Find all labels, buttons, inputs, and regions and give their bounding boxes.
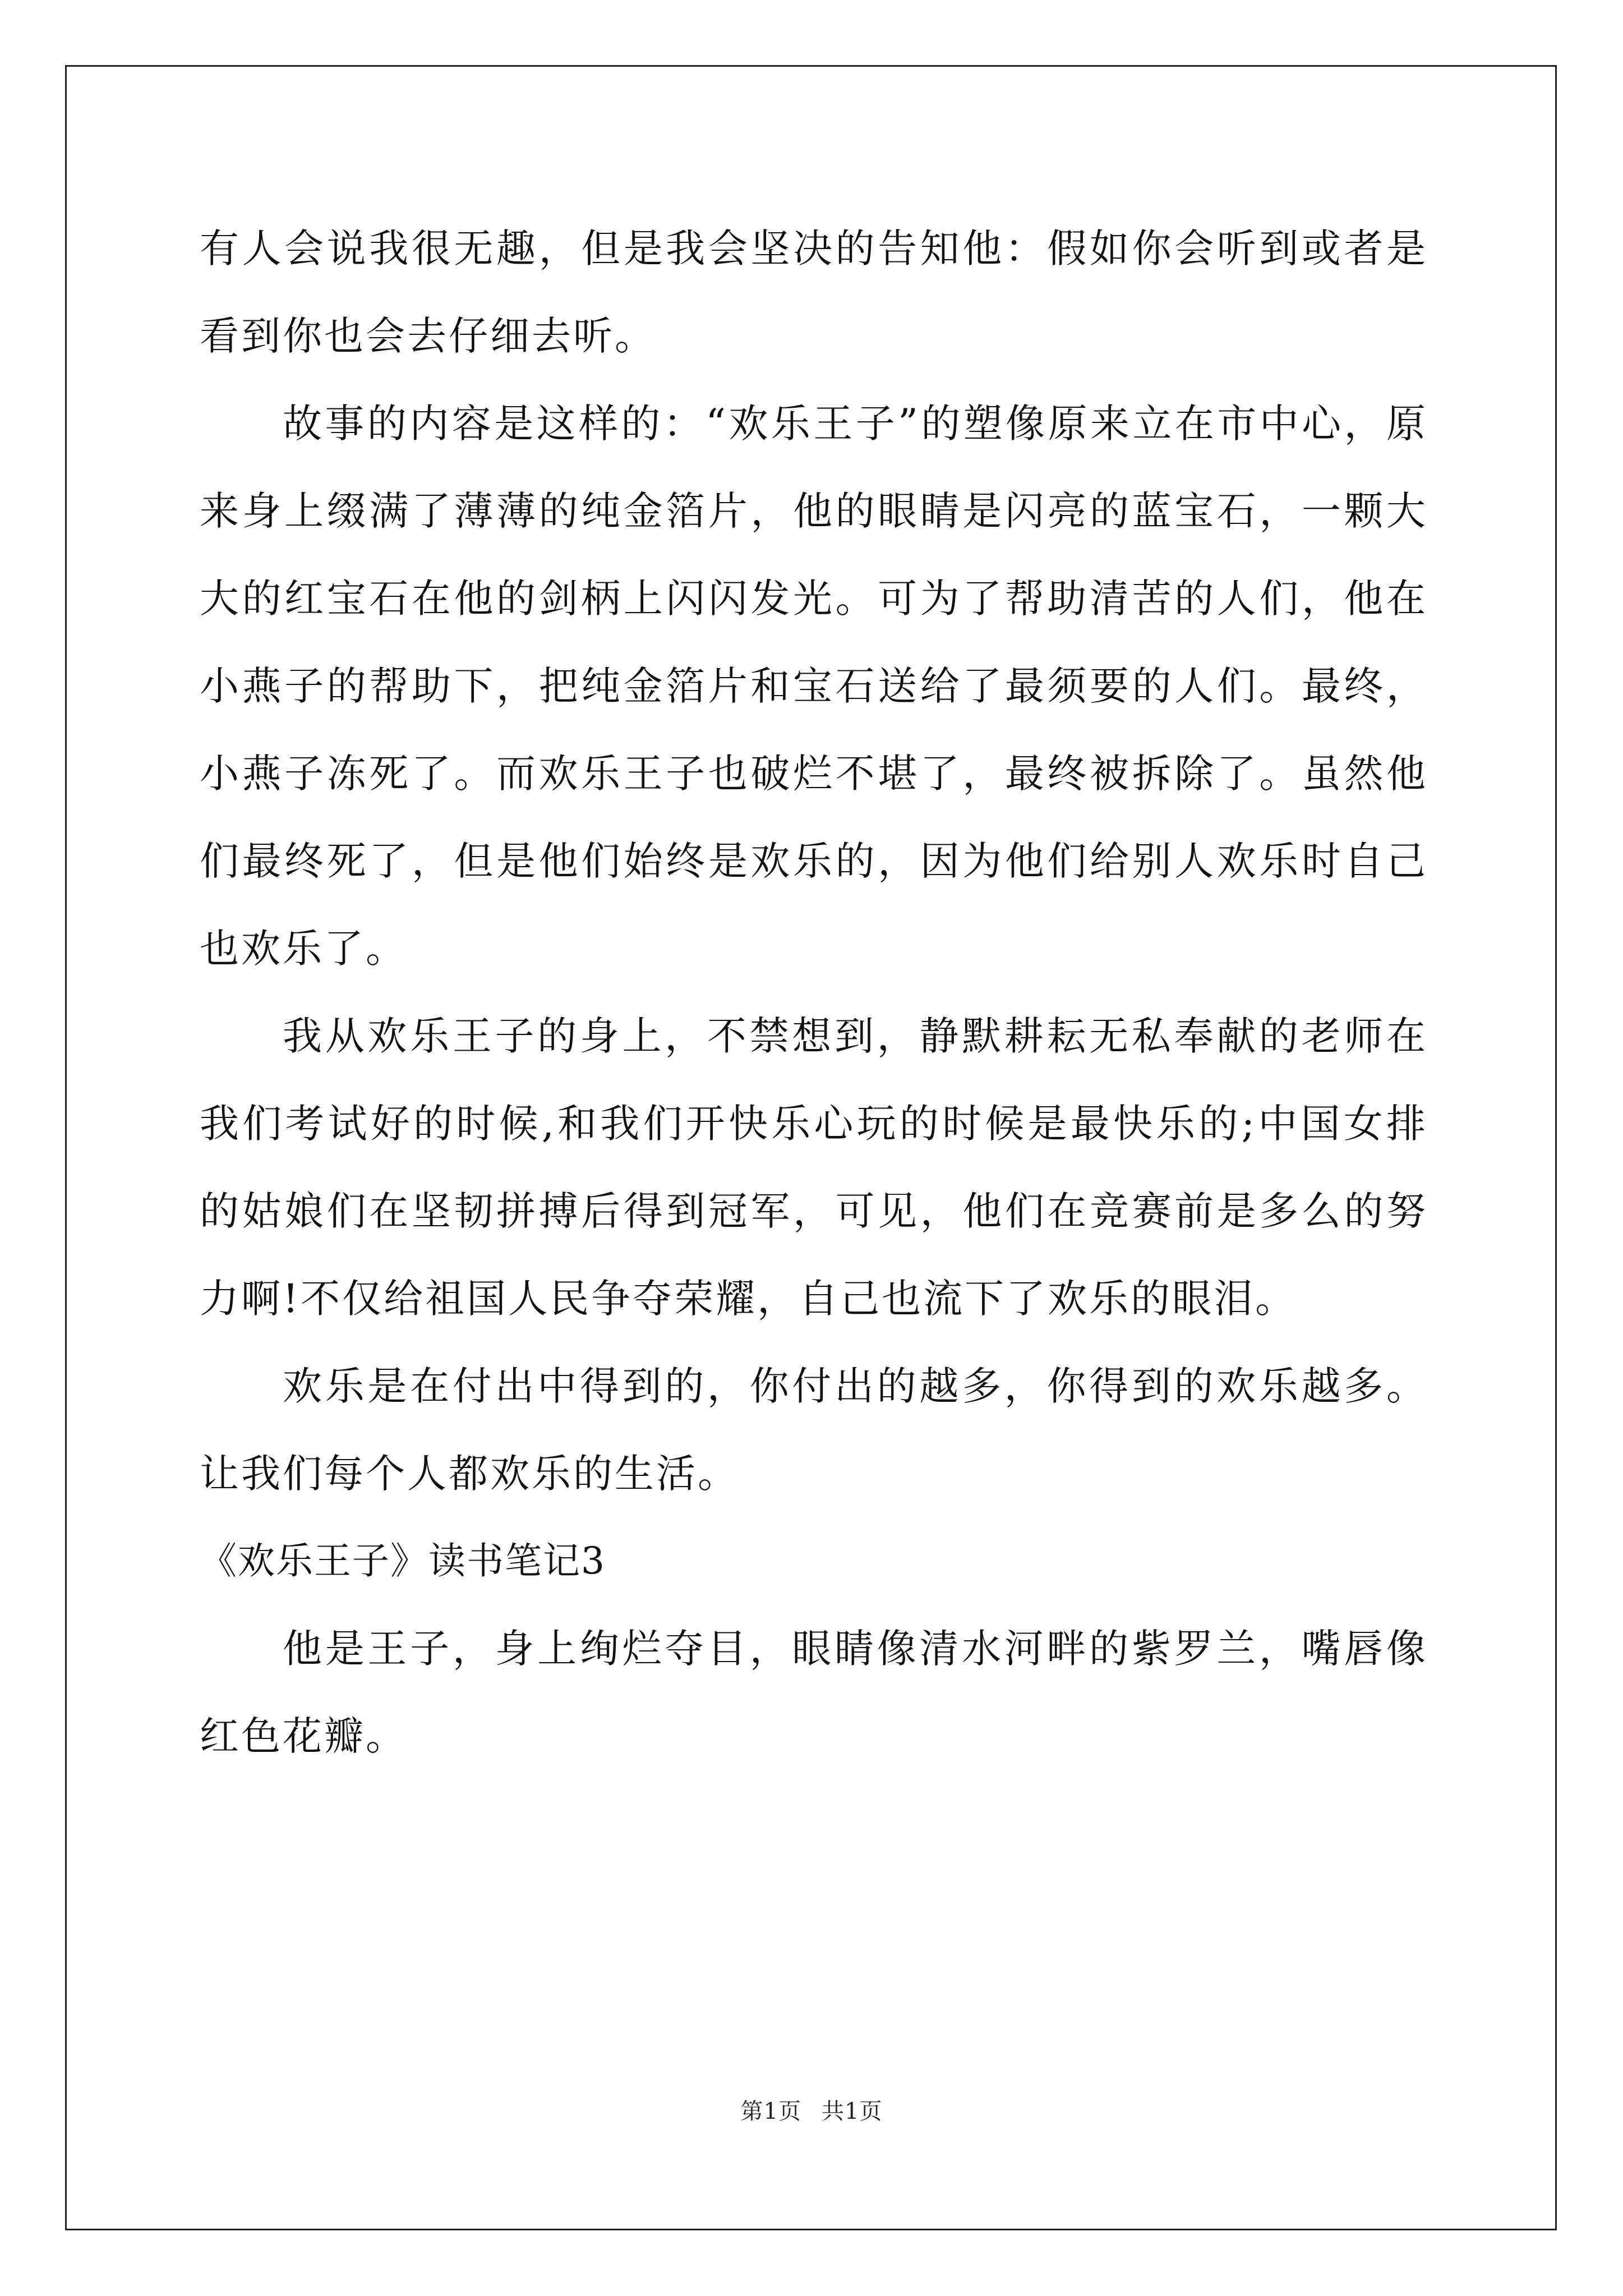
section-paragraph-1: 他是王子，身上绚烂夺目，眼睛像清水河畔的紫罗兰，嘴唇像红色花瓣。 xyxy=(200,1626,1428,1759)
paragraph-3: 我从欢乐王子的身上，不禁想到，静默耕耘无私奉献的老师在我们考试好的时候,和我们开快乐心玩的时候是最快乐的;中国女排的姑娘们在坚韧拼搏后得到冠军，可见，他们在竞赛前是多么的努力啊!不仅给祖国人民争夺荣耀，自己也流下了欢乐的眼泪。 xyxy=(200,1013,1428,1322)
paragraph-4: 欢乐是在付出中得到的，你付出的越多，你得到的欢乐越多。让我们每个人都欢乐的生活。 xyxy=(200,1363,1428,1497)
paragraph-2: 故事的内容是这样的：“欢乐王子”的塑像原来立在市中心，原来身上缀满了薄薄的纯金箔片，他的眼睛是闪亮的蓝宝石，一颗大大的红宝石在他的剑柄上闪闪发光。可为了帮助清苦的人们，他在小燕子的帮助下，把纯金箔片和宝石送给了最须要的人们。最终，小燕子冻死了。而欢乐王子也破烂不堪了，最终被拆除了。虽然他们最终死了，但是他们始终是欢乐的，因为他们给别人欢乐时自己也欢乐了。 xyxy=(200,401,1428,972)
page-number: 第1页 xyxy=(740,2099,801,2124)
section-title: 《欢乐王子》读书笔记3 xyxy=(200,1539,606,1582)
document-body xyxy=(200,205,1428,1780)
page-footer xyxy=(0,2093,1623,2125)
page-total: 共1页 xyxy=(822,2099,883,2124)
paragraph-1: 有人会说我很无趣，但是我会坚决的告知他：假如你会听到或者是看到你也会去仔细去听。 xyxy=(200,226,1428,359)
